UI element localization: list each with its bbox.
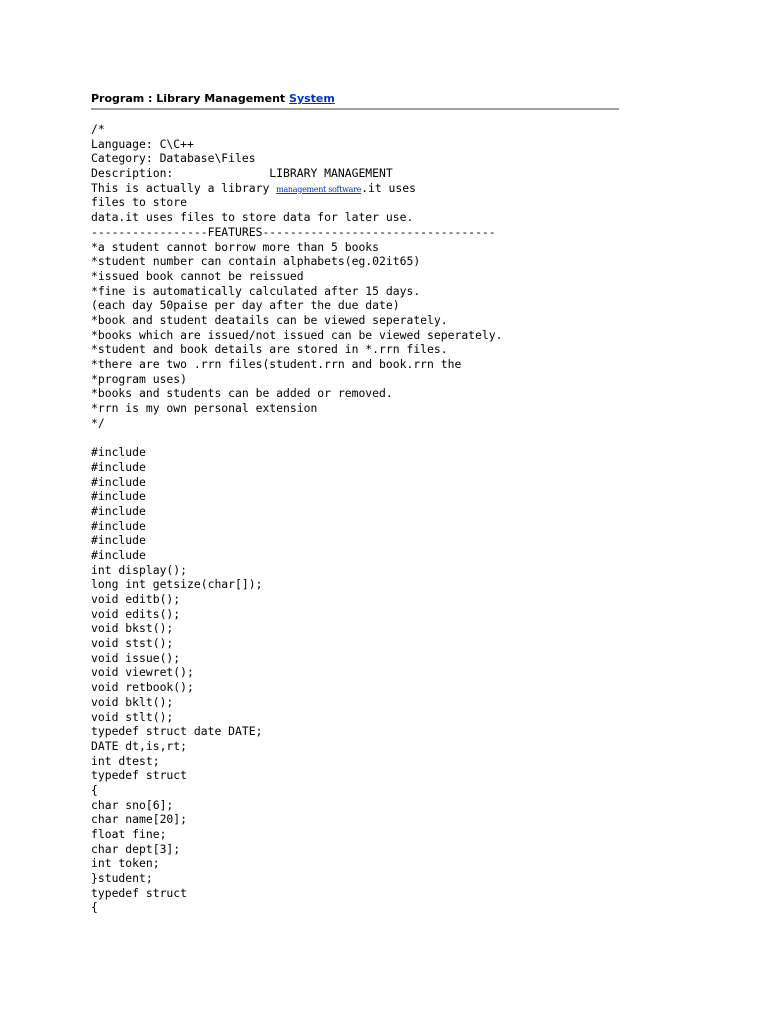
code-line: *a student cannot borrow more than 5 books xyxy=(91,239,380,254)
code-line: #include xyxy=(91,474,146,489)
code-line: typedef struct xyxy=(91,768,188,783)
code-line: { xyxy=(91,782,98,797)
code-line: void viewret(); xyxy=(91,665,194,680)
code-line: *student and book details are stored in *.rrn files. xyxy=(91,342,448,357)
code-line: void bkst(); xyxy=(91,621,174,636)
code-line: void editb(); xyxy=(91,592,181,606)
code-line: *issued book cannot be reissued xyxy=(91,268,304,283)
code-line: */ xyxy=(91,415,105,430)
code-block-top xyxy=(91,122,691,181)
code-line: #include xyxy=(91,533,146,548)
code-line: void edits(); xyxy=(91,606,181,621)
system-link[interactable]: System xyxy=(289,92,335,105)
code-line: float fine; xyxy=(91,827,167,841)
code-line: /* xyxy=(91,122,105,136)
code-line: #include xyxy=(91,503,146,518)
code-line: int dtest; xyxy=(91,753,160,768)
code-line: { xyxy=(91,900,98,915)
code-line: data.it uses files to store data for later use. xyxy=(91,210,414,225)
code-line: *books which are issued/not issued can be viewed seperately. xyxy=(91,327,503,342)
code-line: int display(); xyxy=(91,562,188,577)
code-line: *book and student deatails can be viewed seperately. xyxy=(91,312,448,327)
code-line: }student; xyxy=(91,871,153,886)
code-line: void issue(); xyxy=(91,650,181,665)
code-line: typedef struct xyxy=(91,885,188,900)
code-line: -----------------FEATURES---------------------------------- xyxy=(91,224,496,239)
code-block-main xyxy=(91,195,691,915)
program-title: Program : Library Management xyxy=(91,92,290,105)
code-line: #include xyxy=(91,459,146,474)
code-line: Category: Database\Files xyxy=(91,151,256,166)
code-line xyxy=(91,430,691,445)
code-line: void stst(); xyxy=(91,636,174,651)
code-line: long int getsize(char[]); xyxy=(91,577,263,592)
code-line: files to store xyxy=(91,195,188,210)
code-line: void retbook(); xyxy=(91,680,194,695)
management-software-link[interactable]: management software xyxy=(276,184,362,194)
code-line: Description: LIBRARY MANAGEMENT xyxy=(91,166,393,181)
code-line: Language: C\C++ xyxy=(91,136,194,151)
code-line: *fine is automatically calculated after 15 days. xyxy=(91,283,421,298)
code-line: #include xyxy=(91,518,146,533)
code-line: *books and students can be added or removed. xyxy=(91,386,393,401)
code-line: #include xyxy=(91,445,146,460)
program-header xyxy=(91,92,619,110)
code-listing xyxy=(91,122,691,915)
code-line: void bklt(); xyxy=(91,694,174,709)
code-line: char name[20]; xyxy=(91,812,188,827)
link-line-prefix: This is actually a library xyxy=(91,180,277,195)
code-line: char dept[3]; xyxy=(91,841,181,856)
code-line: #include xyxy=(91,489,146,504)
code-line: void stlt(); xyxy=(91,709,174,724)
code-line-with-link xyxy=(91,181,691,196)
code-line: #include xyxy=(91,547,146,562)
code-line: *rrn is my own personal extension xyxy=(91,401,318,416)
code-line: (each day 50paise per day after the due date) xyxy=(91,298,400,313)
code-line: *student number can contain alphabets(eg.02it65) xyxy=(91,254,421,269)
code-line: typedef struct date DATE; xyxy=(91,724,263,739)
code-line: char sno[6]; xyxy=(91,797,174,812)
code-line: *there are two .rrn files(student.rrn and book.rrn the xyxy=(91,357,462,371)
code-line: int token; xyxy=(91,856,160,871)
code-line: DATE dt,is,rt; xyxy=(91,738,188,753)
link-line-suffix: .it uses xyxy=(361,180,416,195)
code-line: *program uses) xyxy=(91,371,188,386)
